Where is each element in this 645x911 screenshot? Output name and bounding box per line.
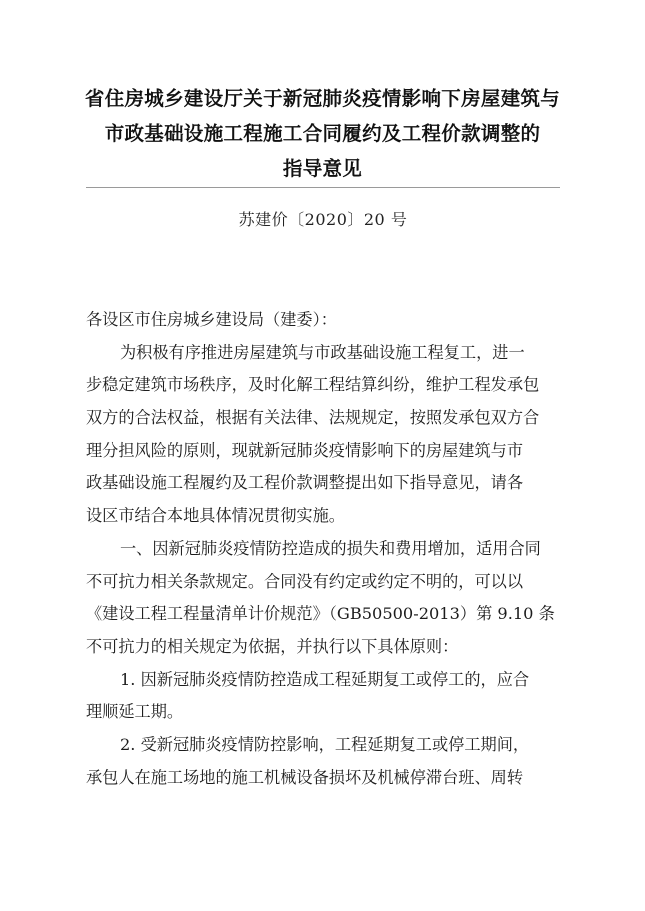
body-line: 步稳定建筑市场秩序，及时化解工程结算纠纷，维护工程发承包 (86, 375, 540, 395)
body-line: 各设区市住房城乡建设局（建委）： (86, 310, 337, 329)
title-divider (86, 187, 560, 188)
body-line: 不可抗力的相关规定为依据，并执行以下具体原则： (86, 636, 459, 656)
body-line: 不可抗力相关条款规定。合同没有约定或约定不明的，可以以 (86, 571, 524, 591)
body-line: 承包人在施工场地的施工机械设备损坏及机械停滞台班、周转 (86, 767, 524, 787)
body-line: 理分担风险的原则，现就新冠肺炎疫情影响下的房屋建筑与市 (86, 440, 524, 460)
body-line: 一、因新冠肺炎疫情防控造成的损失和费用增加，适用合同 (120, 538, 541, 558)
body-line: 1. 因新冠肺炎疫情防控造成工程延期复工或停工的，应合 (120, 669, 530, 689)
body-line: 双方的合法权益，根据有关法律、法规规定，按照发承包双方合 (86, 408, 540, 428)
title-line-3: 指导意见 (282, 157, 363, 180)
document-title (80, 81, 565, 186)
body-line: 《建设工程工程量清单计价规范》（GB50500-2013）第 9.10 条 (86, 604, 555, 624)
title-line-2: 市政基础设施工程施工合同履约及工程价款调整的 (104, 122, 541, 145)
body-line: 理顺延工期。 (86, 702, 184, 722)
body-line: 政基础设施工程履约及工程价款调整提出如下指导意见，请各 (86, 473, 524, 493)
body-line: 2. 受新冠肺炎疫情防控影响，工程延期复工或停工期间， (120, 734, 530, 754)
document-body (86, 304, 576, 794)
body-line: 为积极有序推进房屋建筑与市政基础设施工程复工，进一 (120, 342, 525, 362)
title-line-1: 省住房城乡建设厅关于新冠肺炎疫情影响下房屋建筑与 (84, 87, 561, 110)
document-number: 苏建价〔2020〕20 号 (238, 210, 408, 229)
body-line: 设区市结合本地具体情况贯彻实施。 (86, 506, 345, 526)
